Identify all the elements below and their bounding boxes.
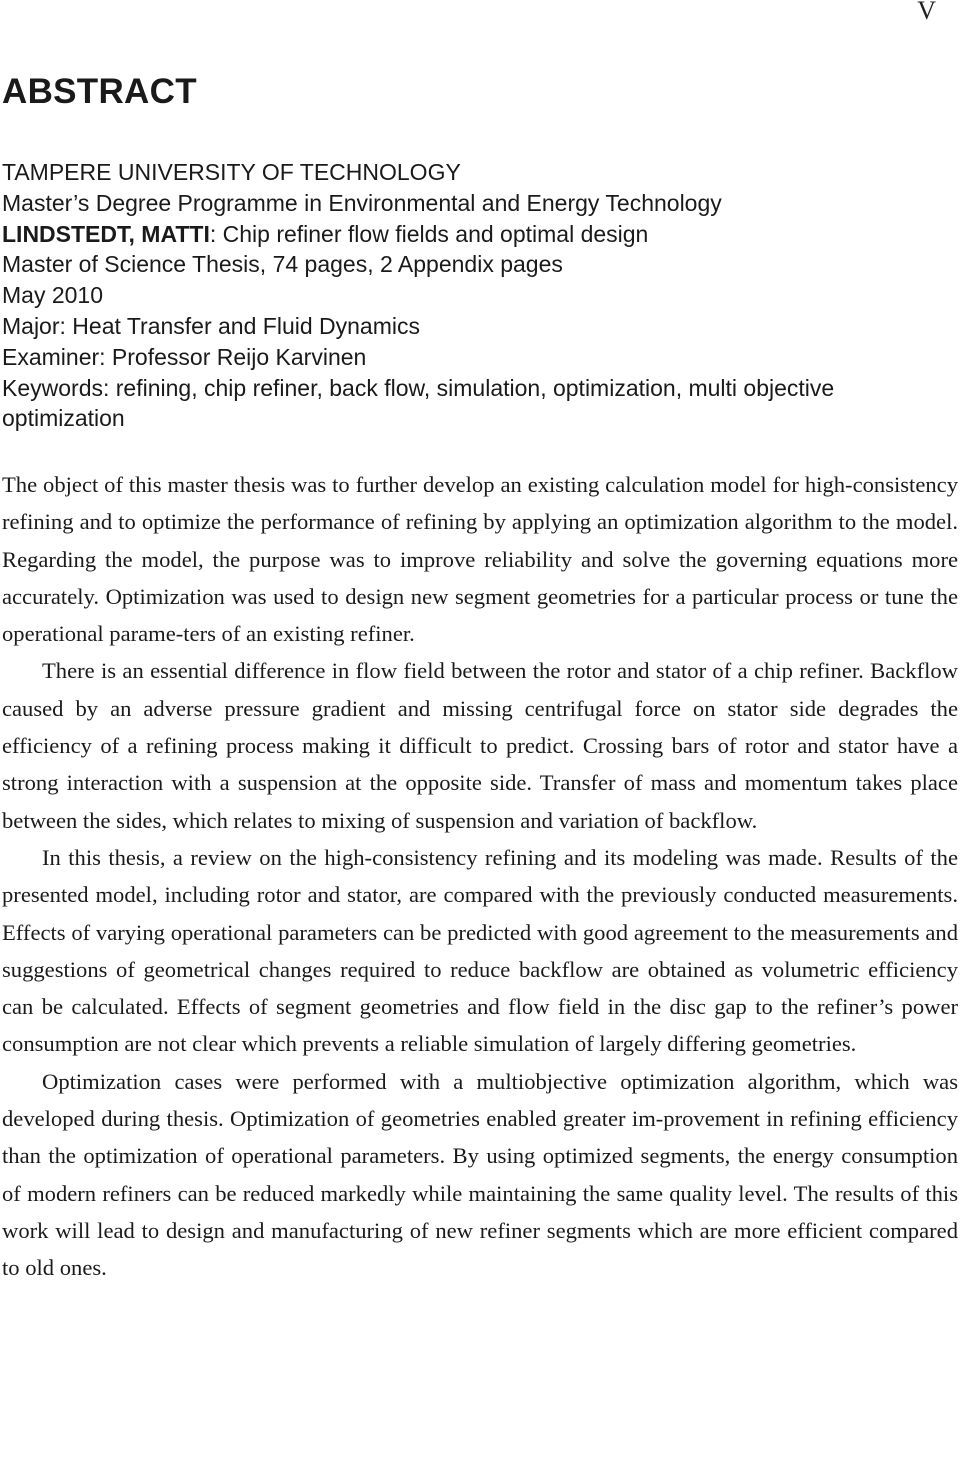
- abstract-paragraph-4: Optimization cases were performed with a multiobjective optimization algorithm, which was developed during thesis. Optimization of geometries enabled greater im-provement in refining efficiency than the optimization of operational parameters. By using optimized segments, the energy consumption of modern refiners can be reduced markedly while maintaining the same quality level. The results of this work will lead to design and manufacturing of new refiner segments which are more efficient compared to old ones.: [2, 1068, 958, 1281]
- author-name: LINDSTEDT, MATTI: [2, 220, 210, 247]
- thesis-title: : Chip refiner flow fields and optimal design: [209, 220, 649, 247]
- abstract-paragraph-2: There is an essential difference in flow field between the rotor and stator of a chip refiner. Backflow caused by an adverse pressure gradient and missing centrifugal force on stator side degrades the efficiency of a refining process making it difficult to predict. Crossing bars of rotor and stator have a strong interaction with a suspension at the opposite side. Transfer of mass and momentum takes place between the sides, which relates to mixing of suspension and variation of backflow.: [2, 658, 958, 833]
- page-title: ABSTRACT: [2, 72, 197, 111]
- abstract-paragraph-1: The object of this master thesis was to further develop an existing calculation model for high-consistency refining and to optimize the performance of refining by applying an optimization algorithm to the model. Regarding the model, the purpose was to improve reliability and solve the governing equations more accurately. Optimization was used to design new segment geometries for a particular process or tune the operational parame-ters of an existing refiner.: [2, 472, 958, 647]
- abstract-paragraph-3: In this thesis, a review on the high-consistency refining and its modeling was made. Results of the presented model, including rotor and stator, are compared with the previously conducted measurements. Effects of varying operational parameters can be predicted with good agreement to the measurements and suggestions of geometrical changes required to reduce backflow are obtained as volumetric efficiency can be calculated. Effects of segment geometries and flow field in the disc gap to the refiner’s power consumption are not clear which prevents a reliable simulation of largely differing geometries.: [2, 844, 958, 1057]
- page-number: V: [917, 0, 936, 25]
- thesis-metadata: [2, 157, 952, 434]
- keywords-line: Keywords: refining, chip refiner, back flow, simulation, optimization, multi objective optimization: [2, 374, 835, 432]
- author-title-line: [2, 219, 952, 250]
- major-line: Major: Heat Transfer and Fluid Dynamics: [2, 312, 420, 339]
- programme-line: Master’s Degree Programme in Environmental and Energy Technology: [2, 189, 722, 216]
- date-line: May 2010: [2, 282, 104, 309]
- university-line: TAMPERE UNIVERSITY OF TECHNOLOGY: [2, 159, 461, 185]
- examiner-line: Examiner: Professor Reijo Karvinen: [2, 343, 367, 370]
- abstract-body: [2, 466, 958, 1287]
- thesis-info-line: Master of Science Thesis, 74 pages, 2 Appendix pages: [2, 251, 563, 278]
